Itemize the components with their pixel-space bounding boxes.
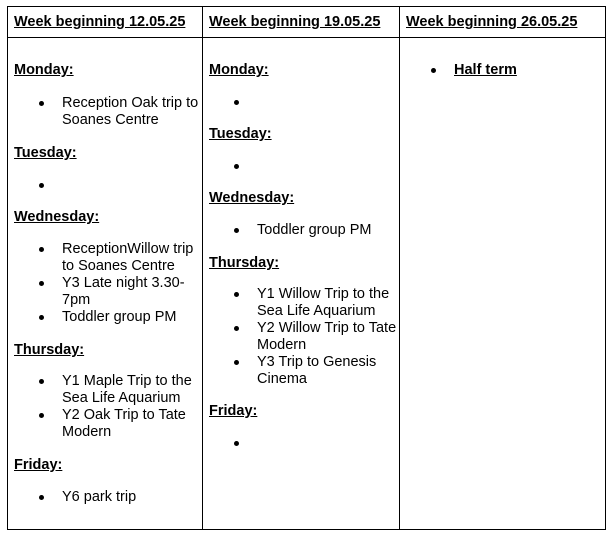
half-term-list <box>406 62 602 79</box>
table-border-left <box>7 6 8 530</box>
list-item <box>14 177 200 194</box>
list-item: Y2 Oak Trip to Tate Modern <box>14 407 200 441</box>
list-item: Y3 Trip to Genesis Cinema <box>209 354 397 388</box>
list-item: Toddler group PM <box>14 309 200 326</box>
list-item: Y2 Willow Trip to Tate Modern <box>209 320 397 354</box>
list-item <box>209 158 397 175</box>
day-list-thursday <box>209 286 397 388</box>
week-column-2 <box>209 62 397 452</box>
list-item: Y6 park trip <box>14 489 200 506</box>
schedule-table <box>7 6 606 530</box>
table-border-right <box>605 6 606 530</box>
day-list-thursday <box>14 373 200 441</box>
day-list-friday <box>209 435 397 452</box>
column-divider-1 <box>202 6 203 530</box>
day-heading-thursday: Thursday: <box>209 255 280 271</box>
list-item-half-term: Half term <box>406 62 602 79</box>
day-list-tuesday <box>209 158 397 175</box>
table-border-top <box>7 6 606 7</box>
column-divider-2 <box>399 6 400 530</box>
list-item: ReceptionWillow trip to Soanes Centre <box>14 241 200 275</box>
day-heading-friday: Friday: <box>14 457 63 473</box>
list-item <box>209 435 397 452</box>
week-header-3: Week beginning 26.05.25 <box>406 14 578 30</box>
week-header-2: Week beginning 19.05.25 <box>209 14 381 30</box>
week-column-1 <box>14 62 200 506</box>
day-list-wednesday <box>209 222 397 239</box>
list-item: Reception Oak trip to Soanes Centre <box>14 95 200 129</box>
day-list-friday <box>14 489 200 506</box>
list-item: Y1 Maple Trip to the Sea Life Aquarium <box>14 373 200 407</box>
header-divider <box>7 37 606 38</box>
day-heading-wednesday: Wednesday: <box>209 190 295 206</box>
day-heading-tuesday: Tuesday: <box>14 145 77 161</box>
day-list-monday <box>14 95 200 129</box>
list-item: Toddler group PM <box>209 222 397 239</box>
week-column-3 <box>406 62 602 79</box>
day-heading-monday: Monday: <box>209 62 269 78</box>
list-item: Y1 Willow Trip to the Sea Life Aquarium <box>209 286 397 320</box>
table-border-bottom <box>7 529 606 530</box>
day-heading-friday: Friday: <box>209 403 258 419</box>
day-list-wednesday <box>14 241 200 326</box>
list-item: Y3 Late night 3.30-7pm <box>14 275 200 309</box>
day-heading-monday: Monday: <box>14 62 74 78</box>
day-heading-thursday: Thursday: <box>14 342 85 358</box>
list-item <box>209 94 397 111</box>
week-header-1: Week beginning 12.05.25 <box>14 14 186 30</box>
day-list-monday <box>209 94 397 111</box>
day-heading-wednesday: Wednesday: <box>14 209 100 225</box>
day-heading-tuesday: Tuesday: <box>209 126 272 142</box>
day-list-tuesday <box>14 177 200 194</box>
